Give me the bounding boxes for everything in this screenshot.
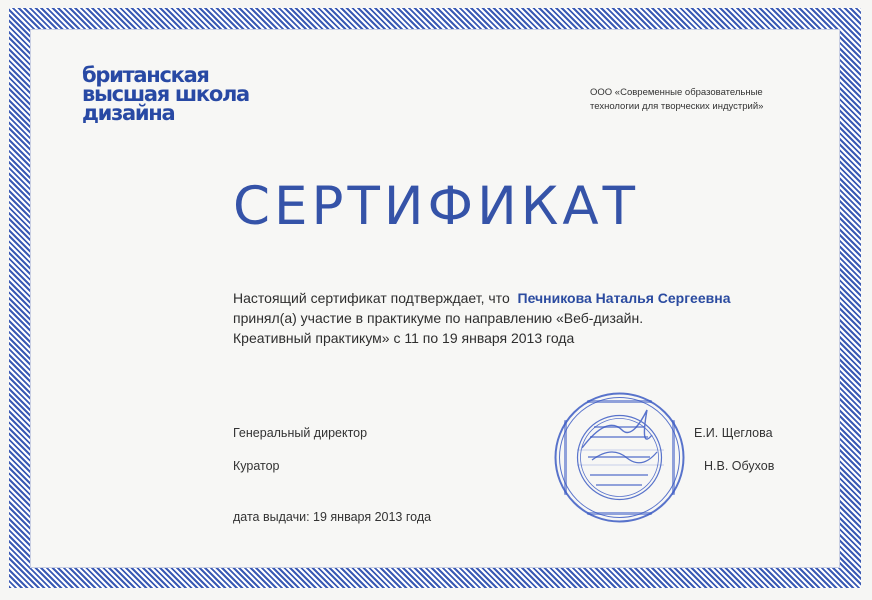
director-label: Генеральный директор (233, 426, 368, 440)
certificate-text (233, 288, 753, 348)
school-logo (82, 63, 249, 125)
intro-text: Настоящий сертификат подтверждает, что (233, 290, 510, 306)
body-line-3: Креативный практикум» с 11 по 19 января 2013 года (233, 330, 575, 346)
company-line-1: ООО «Современные образовательные (590, 87, 763, 98)
company-stamp (552, 390, 687, 525)
company-name (590, 86, 820, 114)
body-line-2: принял(а) участие в практикуме по направлению «Веб-дизайн. (233, 310, 644, 326)
certificate-title: СЕРТИФИКАТ (232, 176, 639, 237)
curator-label: Куратор (233, 459, 280, 473)
curator-name: Н.В. Обухов (704, 459, 775, 473)
logo-line-2: высшая школа (82, 82, 249, 106)
logo-line-1: британская (82, 63, 209, 87)
company-line-2: технологии для творческих индустрий» (590, 101, 764, 112)
logo-line-3: дизайна (82, 101, 175, 125)
issue-date: дата выдачи: 19 января 2013 года (233, 510, 432, 524)
director-name: Е.И. Щеглова (694, 426, 773, 440)
recipient-name: Печникова Наталья Сергеевна (517, 290, 731, 306)
